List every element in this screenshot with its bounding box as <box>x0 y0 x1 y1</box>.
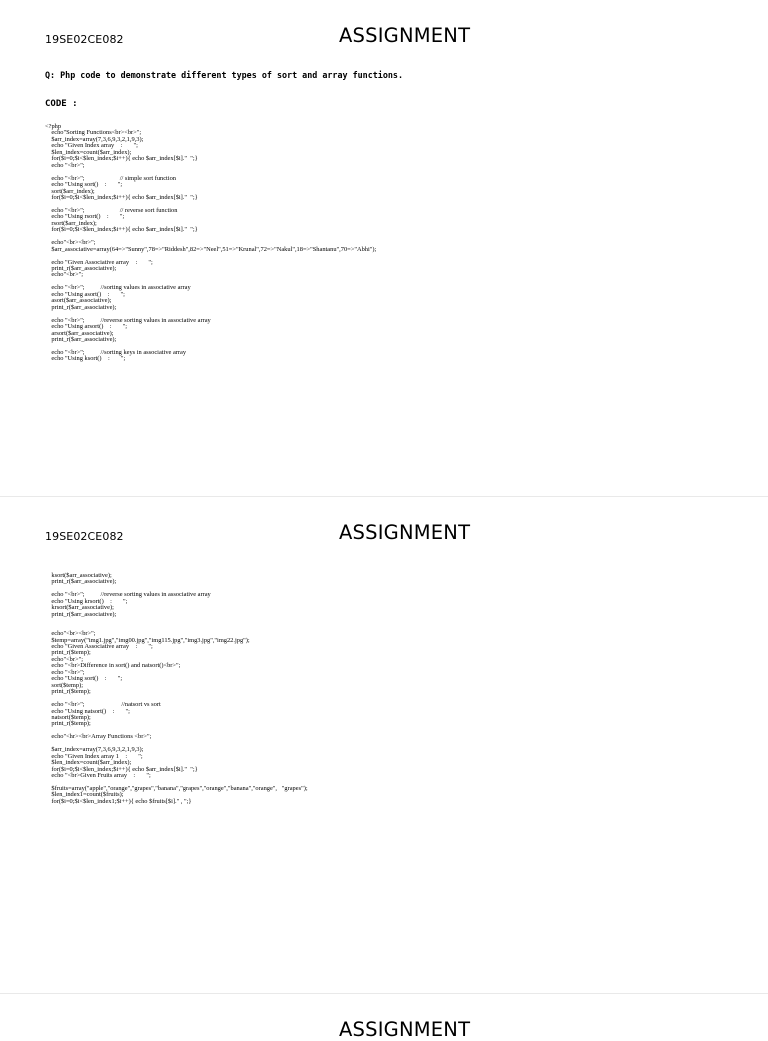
page-title: ASSIGNMENT <box>339 1018 471 1041</box>
code-label: CODE : <box>45 99 78 109</box>
question-text: Q: Php code to demonstrate different types of sort and array functions. <box>45 70 403 80</box>
student-id: 19SE02CE082 <box>45 530 124 543</box>
document-page-1 <box>0 0 768 497</box>
page-title: ASSIGNMENT <box>339 24 471 47</box>
document-page-3 <box>0 994 768 1041</box>
php-code-block: ksort($arr_associative); print_r($arr_associative); echo "<br>"; //reverse sorting values in associative array echo "Using krsort() : "; krsort($arr_associative); print_r($arr_associative); echo"<br><br>"; $temp=array("img1.jpg","img00.jpg","img115.jpg","img3.jpg","img22.jpg"); echo "Given Associative array : "; print_r($temp); echo"<br>"; echo "<br>Difference in sort() and natsort()<br>"; echo "<br>"; echo "Using sort() : "; sort($temp); print_r($temp); echo "<br>"; //natsort vs sort echo "Using natsort() : "; natsort($temp); print_r($temp); echo"<hr><br>Array Functions <br>"; $arr_index=array(7,3,6,9,3,2,1,9,3); echo "Given Index array 1 : "; $len_index=count($arr_index); for($i=0;$i<$len_index;$i++){ echo $arr_index[$i]." ";} echo "<br>Given Fruits array : "; $fruits=array("apple","orange","grapes","banana","grapes","orange","banana","orange", "grapes"); $len_index1=count($fruits); for($i=0;$i<$len_index1;$i++){ echo $fruits[$i]." , ";} <box>51 572 308 805</box>
php-code-block: <?php echo"Sorting Functions<br><br>"; $arr_index=array(7,3,6,9,3,2,1,9,3); echo "Given Index array : "; $len_index=count($arr_index); for($i=0;$i<$len_index;$i++){ echo $arr_index[$i]." ";} echo "<br>"; echo "<br>"; // simple sort function echo "Using sort() : "; sort($arr_index); for($i=0;$i<$len_index;$i++){ echo $arr_index[$i]." ";} echo "<br>"; // reverse sort function echo "Using rsort() : "; rsort($arr_index); for($i=0;$i<$len_index;$i++){ echo $arr_index[$i]." ";} echo"<br><br>"; $arr_associative=array(64=>"Sunny",78=>"Riddesh",82=>"Neel",51=>"Krunal",72=>"Nakul",18=>"Shantanu",70=>"Abhi"); echo "Given Associative array : "; print_r($arr_associative); echo"<br>"; echo "<br>"; //sorting values in associative array echo "Using asort() : "; asort($arr_associative); print_r($arr_associative); echo "<br>"; //reverse sorting values in associative array echo "Using arsort() : "; arsort($arr_associative); print_r($arr_associative); echo "<br>"; //sorting keys in associative array echo "Using ksort() : "; <box>45 123 377 363</box>
student-id: 19SE02CE082 <box>45 33 124 46</box>
document-page-2 <box>0 497 768 994</box>
page-title: ASSIGNMENT <box>339 521 471 544</box>
